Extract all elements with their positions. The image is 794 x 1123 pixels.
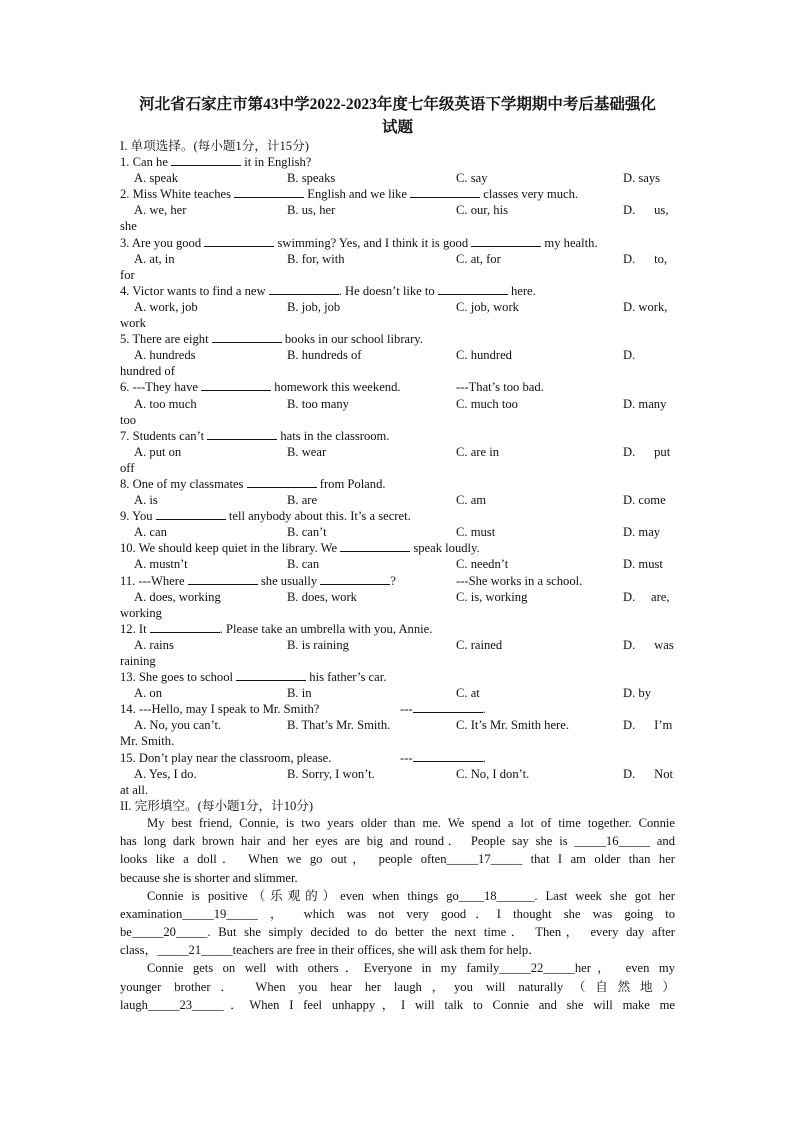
stem-text: 5. There are eight bbox=[120, 332, 212, 347]
stem-reply-end: . bbox=[482, 750, 486, 765]
answer-blank[interactable] bbox=[269, 283, 339, 295]
question-stem bbox=[120, 701, 675, 717]
options-row bbox=[120, 524, 675, 540]
stem-text: 2. Miss White teaches bbox=[120, 187, 235, 202]
option-b[interactable]: B. us, her bbox=[287, 203, 336, 218]
option-b[interactable]: B. wear bbox=[287, 444, 327, 459]
option-wrap: work bbox=[120, 316, 146, 331]
option-a[interactable]: A. No, you can’t. bbox=[134, 718, 222, 733]
option-wrap: for bbox=[120, 267, 135, 282]
stem-text: 12. It bbox=[120, 621, 150, 636]
option-d[interactable]: D. work, bbox=[623, 299, 668, 314]
option-d[interactable]: D. bbox=[623, 348, 636, 363]
passage-line: Connie gets on well with others．Everyone in my family_____22_____her， even my bbox=[147, 961, 675, 976]
option-b[interactable]: B. That’s Mr. Smith. bbox=[287, 718, 391, 733]
answer-blank[interactable] bbox=[340, 540, 410, 552]
question-stem bbox=[120, 186, 675, 202]
options-row bbox=[120, 396, 675, 412]
option-c[interactable]: C. It’s Mr. Smith here. bbox=[456, 718, 569, 733]
stem-text: homework this weekend. bbox=[271, 380, 401, 395]
option-wrap: raining bbox=[120, 654, 156, 668]
options-row bbox=[120, 685, 675, 701]
option-d[interactable]: D. must bbox=[623, 557, 663, 572]
stem-reply-text: --- bbox=[400, 702, 413, 717]
question-stem bbox=[120, 154, 675, 170]
answer-blank[interactable] bbox=[150, 621, 220, 633]
passage-line: examination_____19_____ ， which was not very good．I thought she was going to bbox=[120, 906, 675, 921]
stem-reply-end: . bbox=[482, 702, 486, 717]
option-d[interactable]: D. says bbox=[623, 171, 661, 186]
question-stem bbox=[120, 540, 675, 556]
stem-reply bbox=[456, 379, 544, 395]
option-d[interactable]: D. put bbox=[623, 444, 671, 459]
option-b[interactable]: B. in bbox=[287, 686, 312, 701]
stem-reply-text: ---She works in a school. bbox=[456, 573, 583, 588]
option-b[interactable]: B. hundreds of bbox=[287, 348, 362, 363]
question-stem bbox=[120, 428, 675, 444]
option-wrap: off bbox=[120, 460, 135, 475]
options-row bbox=[120, 299, 675, 315]
answer-blank[interactable] bbox=[204, 235, 274, 247]
option-a[interactable]: A. too much bbox=[134, 396, 197, 411]
option-a[interactable]: A. put on bbox=[134, 444, 182, 459]
passage-line: looks like a doll． When we go out， people often_____17_____ that I am older than her bbox=[120, 852, 675, 867]
option-a[interactable]: A. work, job bbox=[134, 299, 198, 314]
stem-text: 8. One of my classmates bbox=[120, 476, 247, 491]
stem-text: speak loudly. bbox=[410, 541, 480, 556]
option-wrap: she bbox=[120, 219, 137, 234]
option-d[interactable]: D. may bbox=[623, 525, 661, 540]
option-c[interactable]: C. am bbox=[456, 493, 487, 508]
answer-blank[interactable] bbox=[212, 331, 282, 343]
answer-blank[interactable] bbox=[410, 186, 480, 198]
stem-reply bbox=[400, 701, 486, 717]
answer-blank[interactable] bbox=[207, 428, 277, 440]
option-c[interactable]: C. say bbox=[456, 171, 488, 186]
option-wrap: working bbox=[120, 605, 162, 620]
option-b[interactable]: B. are bbox=[287, 493, 318, 508]
option-c[interactable]: C. needn’t bbox=[456, 557, 509, 572]
option-a[interactable]: A. at, in bbox=[134, 251, 175, 266]
passage-line: My best friend, Connie, is two years older than me. We spend a lot of time together. Connie bbox=[147, 815, 675, 830]
question-stem bbox=[120, 331, 675, 347]
option-c[interactable]: C. must bbox=[456, 525, 496, 540]
passage-line: be_____20_____. But she simply decided to do better the next time． Then， every day after bbox=[120, 925, 675, 940]
stem-text: ? bbox=[390, 573, 396, 588]
stem-reply-text: --- bbox=[400, 750, 413, 765]
option-c[interactable]: C. job, work bbox=[456, 299, 519, 314]
passage-line: Connie is positive（乐观的）even when things go____18______. Last week she got her bbox=[147, 888, 675, 903]
answer-blank[interactable] bbox=[188, 573, 258, 585]
passage-line: class，_____21_____teachers are free in their offices, she will ask them for help． bbox=[120, 943, 541, 958]
option-d[interactable]: D. to, bbox=[623, 251, 668, 266]
passage-line: younger brother． When you hear her laugh，you will naturally（自然地） bbox=[120, 979, 675, 994]
stem-text: swimming? Yes, and I think it is good bbox=[274, 235, 472, 250]
option-a[interactable]: A. hundreds bbox=[134, 348, 196, 363]
answer-blank[interactable] bbox=[438, 283, 508, 295]
answer-blank[interactable] bbox=[320, 573, 390, 585]
option-d[interactable]: D. was bbox=[623, 637, 674, 652]
option-c[interactable]: C. hundred bbox=[456, 348, 512, 363]
options-row bbox=[120, 637, 675, 653]
stem-text: . He doesn’t like to bbox=[338, 283, 438, 298]
option-b[interactable]: B. is raining bbox=[287, 637, 349, 652]
question-stem bbox=[120, 283, 675, 299]
option-wrap: too bbox=[120, 412, 137, 427]
answer-blank[interactable] bbox=[156, 508, 226, 520]
options-row bbox=[120, 492, 675, 508]
passage-line: because she is shorter and slimmer. bbox=[120, 870, 298, 885]
option-d[interactable]: D. Not bbox=[623, 766, 674, 781]
option-b[interactable]: B. can bbox=[287, 557, 320, 572]
option-a[interactable]: A. we, her bbox=[134, 203, 187, 218]
answer-blank[interactable] bbox=[171, 154, 241, 166]
stem-text: 10. We should keep quiet in the library. We bbox=[120, 541, 341, 556]
stem-text: from Poland. bbox=[316, 476, 386, 491]
option-c[interactable]: C. is, working bbox=[456, 589, 528, 604]
option-a[interactable]: A. rains bbox=[134, 637, 174, 652]
question-list bbox=[120, 154, 675, 798]
option-c[interactable]: C. our, his bbox=[456, 203, 508, 218]
answer-blank[interactable] bbox=[234, 186, 304, 198]
option-a[interactable]: A. on bbox=[134, 686, 162, 701]
option-a[interactable]: A. Yes, I do. bbox=[134, 766, 197, 781]
option-d[interactable]: D. many bbox=[623, 396, 667, 411]
options-row bbox=[120, 556, 675, 572]
option-wrap: Mr. Smith. bbox=[120, 734, 175, 749]
option-c[interactable]: C. are in bbox=[456, 444, 500, 459]
stem-text: 13. She goes to school bbox=[120, 670, 237, 685]
stem-reply-text: ---That’s too bad. bbox=[456, 380, 544, 395]
exam-content bbox=[120, 138, 675, 1014]
stem-text: here. bbox=[507, 283, 536, 298]
option-a[interactable]: A. can bbox=[134, 525, 167, 540]
answer-blank[interactable] bbox=[471, 235, 541, 247]
option-a[interactable]: A. mustn’t bbox=[134, 557, 188, 572]
exam-title bbox=[120, 93, 675, 139]
stem-text: 15. Don’t play near the classroom, please. bbox=[120, 750, 332, 765]
stem-text: 7. Students can’t bbox=[120, 428, 208, 443]
options-row bbox=[120, 766, 675, 782]
stem-text: English and we like bbox=[304, 187, 411, 202]
stem-text: 9. You bbox=[120, 509, 156, 524]
title-line-1: 河北省石家庄市第43中学2022-2023年度七年级英语下学期期中考后基础强化 bbox=[139, 96, 656, 113]
option-c[interactable]: C. much too bbox=[456, 396, 518, 411]
stem-text: classes very much. bbox=[480, 187, 579, 202]
option-wrap: hundred of bbox=[120, 364, 175, 379]
options-row bbox=[120, 589, 675, 605]
stem-text: 11. ---Where bbox=[120, 573, 188, 588]
option-c[interactable]: C. rained bbox=[456, 637, 503, 652]
answer-blank[interactable] bbox=[413, 750, 483, 762]
option-d[interactable]: D. are, bbox=[623, 589, 670, 604]
option-c[interactable]: C. No, I don’t. bbox=[456, 766, 530, 781]
option-a[interactable]: A. is bbox=[134, 493, 158, 508]
options-row bbox=[120, 717, 675, 733]
question-stem bbox=[120, 621, 675, 637]
options-row bbox=[120, 202, 675, 218]
options-row bbox=[120, 444, 675, 460]
stem-reply bbox=[456, 573, 582, 589]
stem-text: 1. Can he bbox=[120, 155, 172, 170]
option-d[interactable]: D. by bbox=[623, 686, 651, 701]
stem-text: it in English? bbox=[241, 155, 312, 170]
passage-line: laugh_____23_____．When I feel unhappy，I will talk to Connie and she will make me bbox=[120, 997, 675, 1012]
section-2-heading: II. 完形填空。(每小题1分，计10分) bbox=[120, 798, 314, 813]
section-1-heading: I. 单项选择。(每小题1分，计15分) bbox=[120, 139, 309, 153]
stem-text: books in our school library. bbox=[281, 332, 423, 347]
option-d[interactable]: D. come bbox=[623, 493, 666, 508]
title-line-2: 试题 bbox=[381, 119, 413, 136]
stem-reply bbox=[400, 750, 486, 766]
option-d[interactable]: D. us, bbox=[623, 203, 669, 218]
option-b[interactable]: B. too many bbox=[287, 396, 349, 411]
stem-text: 3. Are you good bbox=[120, 235, 205, 250]
option-b[interactable]: B. job, job bbox=[287, 299, 341, 314]
question-stem bbox=[120, 476, 675, 492]
question-stem bbox=[120, 508, 675, 524]
stem-text: she usually bbox=[257, 573, 321, 588]
question-stem bbox=[120, 750, 675, 766]
option-b[interactable]: B. can’t bbox=[287, 525, 327, 540]
option-b[interactable]: B. speaks bbox=[287, 171, 336, 186]
cloze-passage bbox=[120, 814, 675, 1014]
stem-text: . Please take an umbrella with you, Annie. bbox=[219, 621, 433, 636]
stem-text: 6. ---They have bbox=[120, 380, 202, 395]
answer-blank[interactable] bbox=[201, 379, 271, 391]
stem-text: hats in the classroom. bbox=[277, 428, 390, 443]
stem-text: my health. bbox=[541, 235, 598, 250]
option-wrap: at all. bbox=[120, 782, 148, 797]
option-d[interactable]: D. I’m bbox=[623, 718, 673, 733]
question-stem bbox=[120, 235, 675, 251]
option-c[interactable]: C. at, for bbox=[456, 251, 501, 266]
passage-line: has long dark brown hair and her eyes are big and round． People say she is _____16_____ and bbox=[120, 834, 675, 849]
options-row bbox=[120, 347, 675, 363]
answer-blank[interactable] bbox=[247, 476, 317, 488]
option-a[interactable]: A. speak bbox=[134, 171, 179, 186]
stem-text: his father’s car. bbox=[306, 670, 387, 685]
stem-text: 4. Victor wants to find a new bbox=[120, 283, 269, 298]
option-b[interactable]: B. for, with bbox=[287, 251, 345, 266]
question-stem bbox=[120, 379, 675, 395]
question-stem bbox=[120, 573, 675, 589]
option-b[interactable]: B. Sorry, I won’t. bbox=[287, 766, 375, 781]
stem-text: 14. ---Hello, may I speak to Mr. Smith? bbox=[120, 702, 320, 717]
stem-text: tell anybody about this. It’s a secret. bbox=[225, 509, 411, 524]
answer-blank[interactable] bbox=[236, 669, 306, 681]
options-row bbox=[120, 251, 675, 267]
option-b[interactable]: B. does, work bbox=[287, 589, 357, 604]
question-stem bbox=[120, 669, 675, 685]
answer-blank[interactable] bbox=[413, 701, 483, 713]
options-row bbox=[120, 170, 675, 186]
option-a[interactable]: A. does, working bbox=[134, 589, 221, 604]
option-c[interactable]: C. at bbox=[456, 686, 480, 701]
